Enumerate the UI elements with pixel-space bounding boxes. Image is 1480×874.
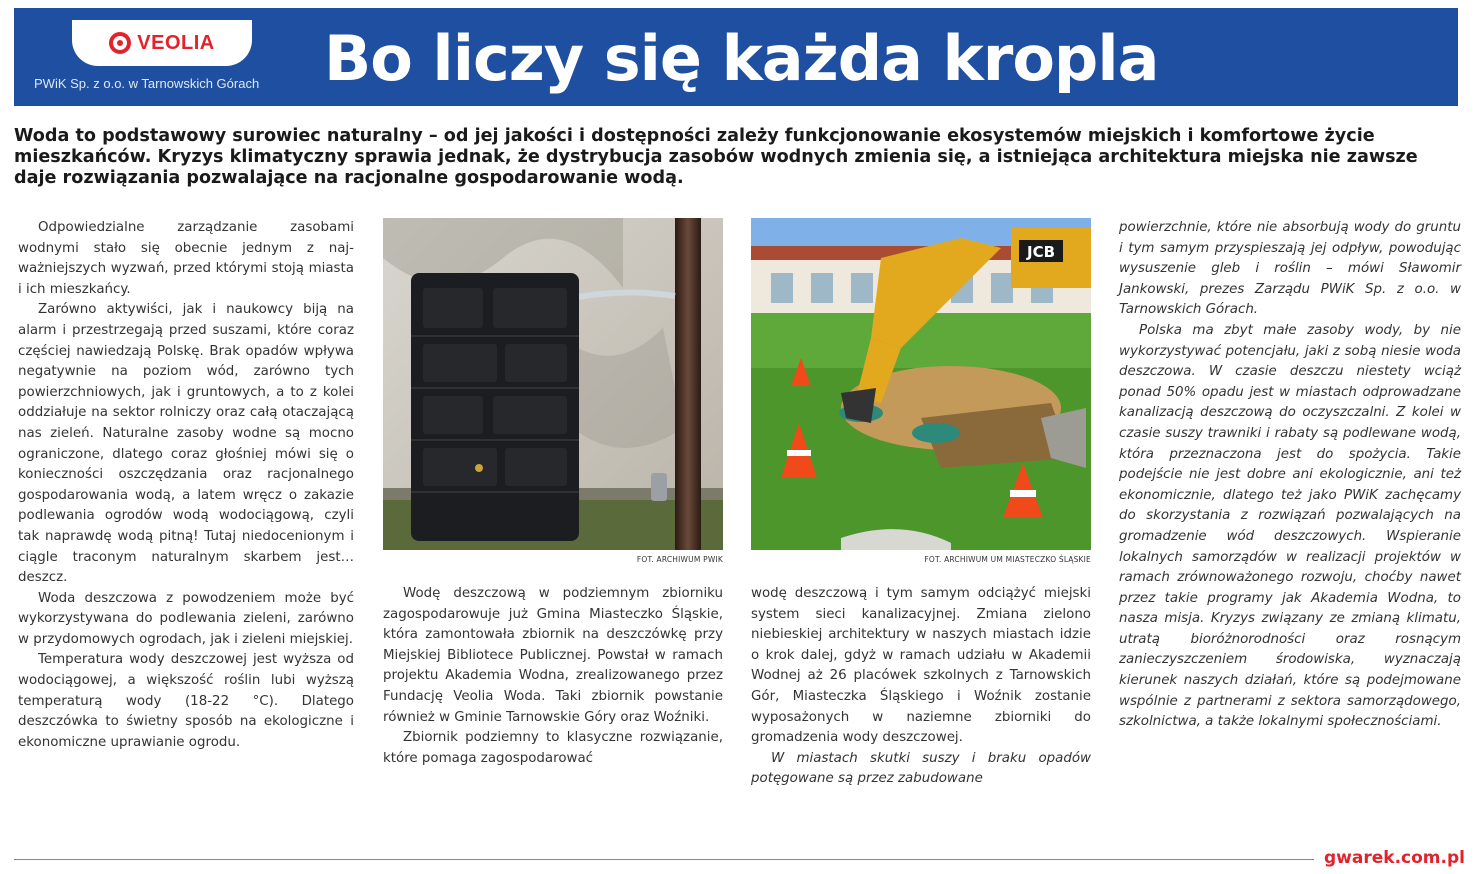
paragraph: Polska ma zbyt małe zasoby wody, by nie wykorzystywać potencjału, jaki z sobą niesie woda deszczowa. W czasie deszczu niestety wciąż ponad 50% opadu jest w miastach odprowadzane kanalizacją deszczową do oczyszczalni. Z kolei w czasie suszy trawniki i rabaty są podlewane wodą, która przeznaczona jest do spożycia. Takie podejście nie jest dobre ani ekologicznie, ani też ekonomicznie, dlatego też jako PWiK zachęcamy do skorzystania z rozwiązań pozwalających na gromadzenie wód deszczowych. Wspieranie lokalnych samorządów w realizacji projektów w ramach zrównoważonego rozwoju, choćby nawet przez takie programy jak Akademia Wodna, to nasza misja. Kryzys związany ze zmianą klimatu, utratą bioróżnorodności oraz rosnącym zanieczyszczeniem środowiska, wyznaczają kierunek naszych działań, które są podejmowane wspólnie z partnerami z sektora samorządowego, szkolnictwa, a także lokalnymi społecznościami. (1119, 322, 1461, 730)
veolia-logo-text: VEOLIA (137, 31, 215, 54)
paragraph: Zbiornik podziemny to klasyczne rozwiązanie, które pomaga zagospodarować (383, 730, 723, 766)
paragraph: W miastach skutki suszy i braku opadów potęgowane są przez zabudowane (751, 750, 1091, 787)
article-lead: Woda to podstawowy surowiec naturalny – od jej jakości i dostępności zależy funkcjonowanie ekosystemów miejskich i komfortowe życie mieszkańców. Kryzys klimatyczny sprawia jednak, że dystrybucja zasobów wodnych zmienia się, a istniejąca architektura miejska nie zawsze daje rozwiązania pozwalające na racjonalne gospodarowanie wodą. (14, 126, 1418, 188)
text-column-1 (18, 218, 354, 753)
paragraph: wodę deszczową i tym samym odciążyć miejski system sieci kanalizacyjnej. Zmiana zielono niebieskiej architektury w naszych miastach idzie o krok dalej, gdyż w ramach udziału w Akademii Wodnej aż 26 placówek szkolnych z Tarnowskich Gór, Miasteczka Śląskiego i Woźnik zostanie wyposażonych w naziemne zbiorniki do gromadzenia wody deszczowej. (751, 586, 1091, 746)
veolia-logo-icon (109, 32, 131, 54)
excavator-brand: JCB (1026, 243, 1056, 261)
paragraph: Odpowiedzialne zarządzanie zasobami wodnymi stało się obecnie jednym z najważniejszych wyzwań, przed którymi stoją miasta i ich mieszkańcy. (18, 220, 354, 297)
paragraph: Temperatura wody deszczowej jest wyższa od wodociągowej, a większość roślin lubi wyższą temperaturą wody (18-22 °C). Dlatego deszczówka to świetny sposób na ekologiczne i ekonomiczne uprawianie ogrodu. (18, 652, 354, 750)
paragraph: Zarówno aktywiści, jak i naukowcy biją na alarm i przestrzegają przed suszami, które coraz częściej nawiedzają Polskę. Brak opadów wpływa negatywnie na poziom wód, zarówno tych powierzchniowych, jak i gruntowych, a to z kolei oddziałuje na sektor rolniczy oraz całą otaczającą nas zieleń. Naturalne zasoby wodne są mocno ograniczone, dlatego coraz głośniej mówi się o konieczności oszczędzania oraz racjonalnego gospodarowania wodą, a latem wręcz o zakazie podlewania ogrodów wodą wodociągową, czyli tak naprawdę wodą pitną! Tutaj niedocenionym i ciągle traconym naturalnym skarbem jest… deszcz. (18, 302, 354, 586)
header-band (14, 8, 1458, 106)
paragraph: powierzchnie, które nie absorbują wody do gruntu i tym samym przyspieszają jej odpływ, powodując wysuszenie gleb i roślin – mówi Sławomir Jankowski, prezes Zarządu PWiK Sp. z o.o. w Tarnowskich Górach. (1119, 220, 1461, 318)
paragraph: Wodę deszczową w podziemnym zbiorniku zagospodarowuje już Gmina Miasteczko Śląskie, która zamontowała zbiornik na deszczówkę przy Miejskiej Bibliotece Publicznej. Powstał w ramach projektu Akademia Wodna, zrealizowanego przez Fundację Veolia Woda. Taki zbiornik powstanie również w Gminie Tarnowskie Góry oraz Woźniki. (383, 586, 723, 725)
photo-caption: FOT. ARCHIWUM PWIK (636, 555, 723, 564)
article-headline: Bo liczy się każda kropla (324, 22, 1159, 95)
paragraph: Woda deszczowa z powodzeniem może być wykorzystywana do podlewania zieleni, zarówno w przydomowych ogrodach, jak i zieleni miejskiej. (18, 590, 354, 647)
footer-site-link[interactable]: gwarek.com.pl (1324, 848, 1465, 868)
excavator-photo-icon (751, 218, 1091, 550)
logo-area (14, 8, 276, 106)
text-column-3 (751, 584, 1091, 790)
rain-barrel-photo (383, 218, 723, 550)
text-column-4 (1119, 218, 1461, 733)
veolia-logo[interactable] (72, 20, 252, 66)
photo-caption: FOT. ARCHIWUM UM MIASTECZKO ŚLĄSKIE (924, 555, 1091, 564)
rain-barrel-photo-icon (383, 218, 723, 550)
text-column-2 (383, 584, 723, 769)
company-name: PWiK Sp. z o.o. w Tarnowskich Górach (34, 76, 260, 91)
footer-divider (14, 859, 1314, 860)
excavator-photo (751, 218, 1091, 550)
